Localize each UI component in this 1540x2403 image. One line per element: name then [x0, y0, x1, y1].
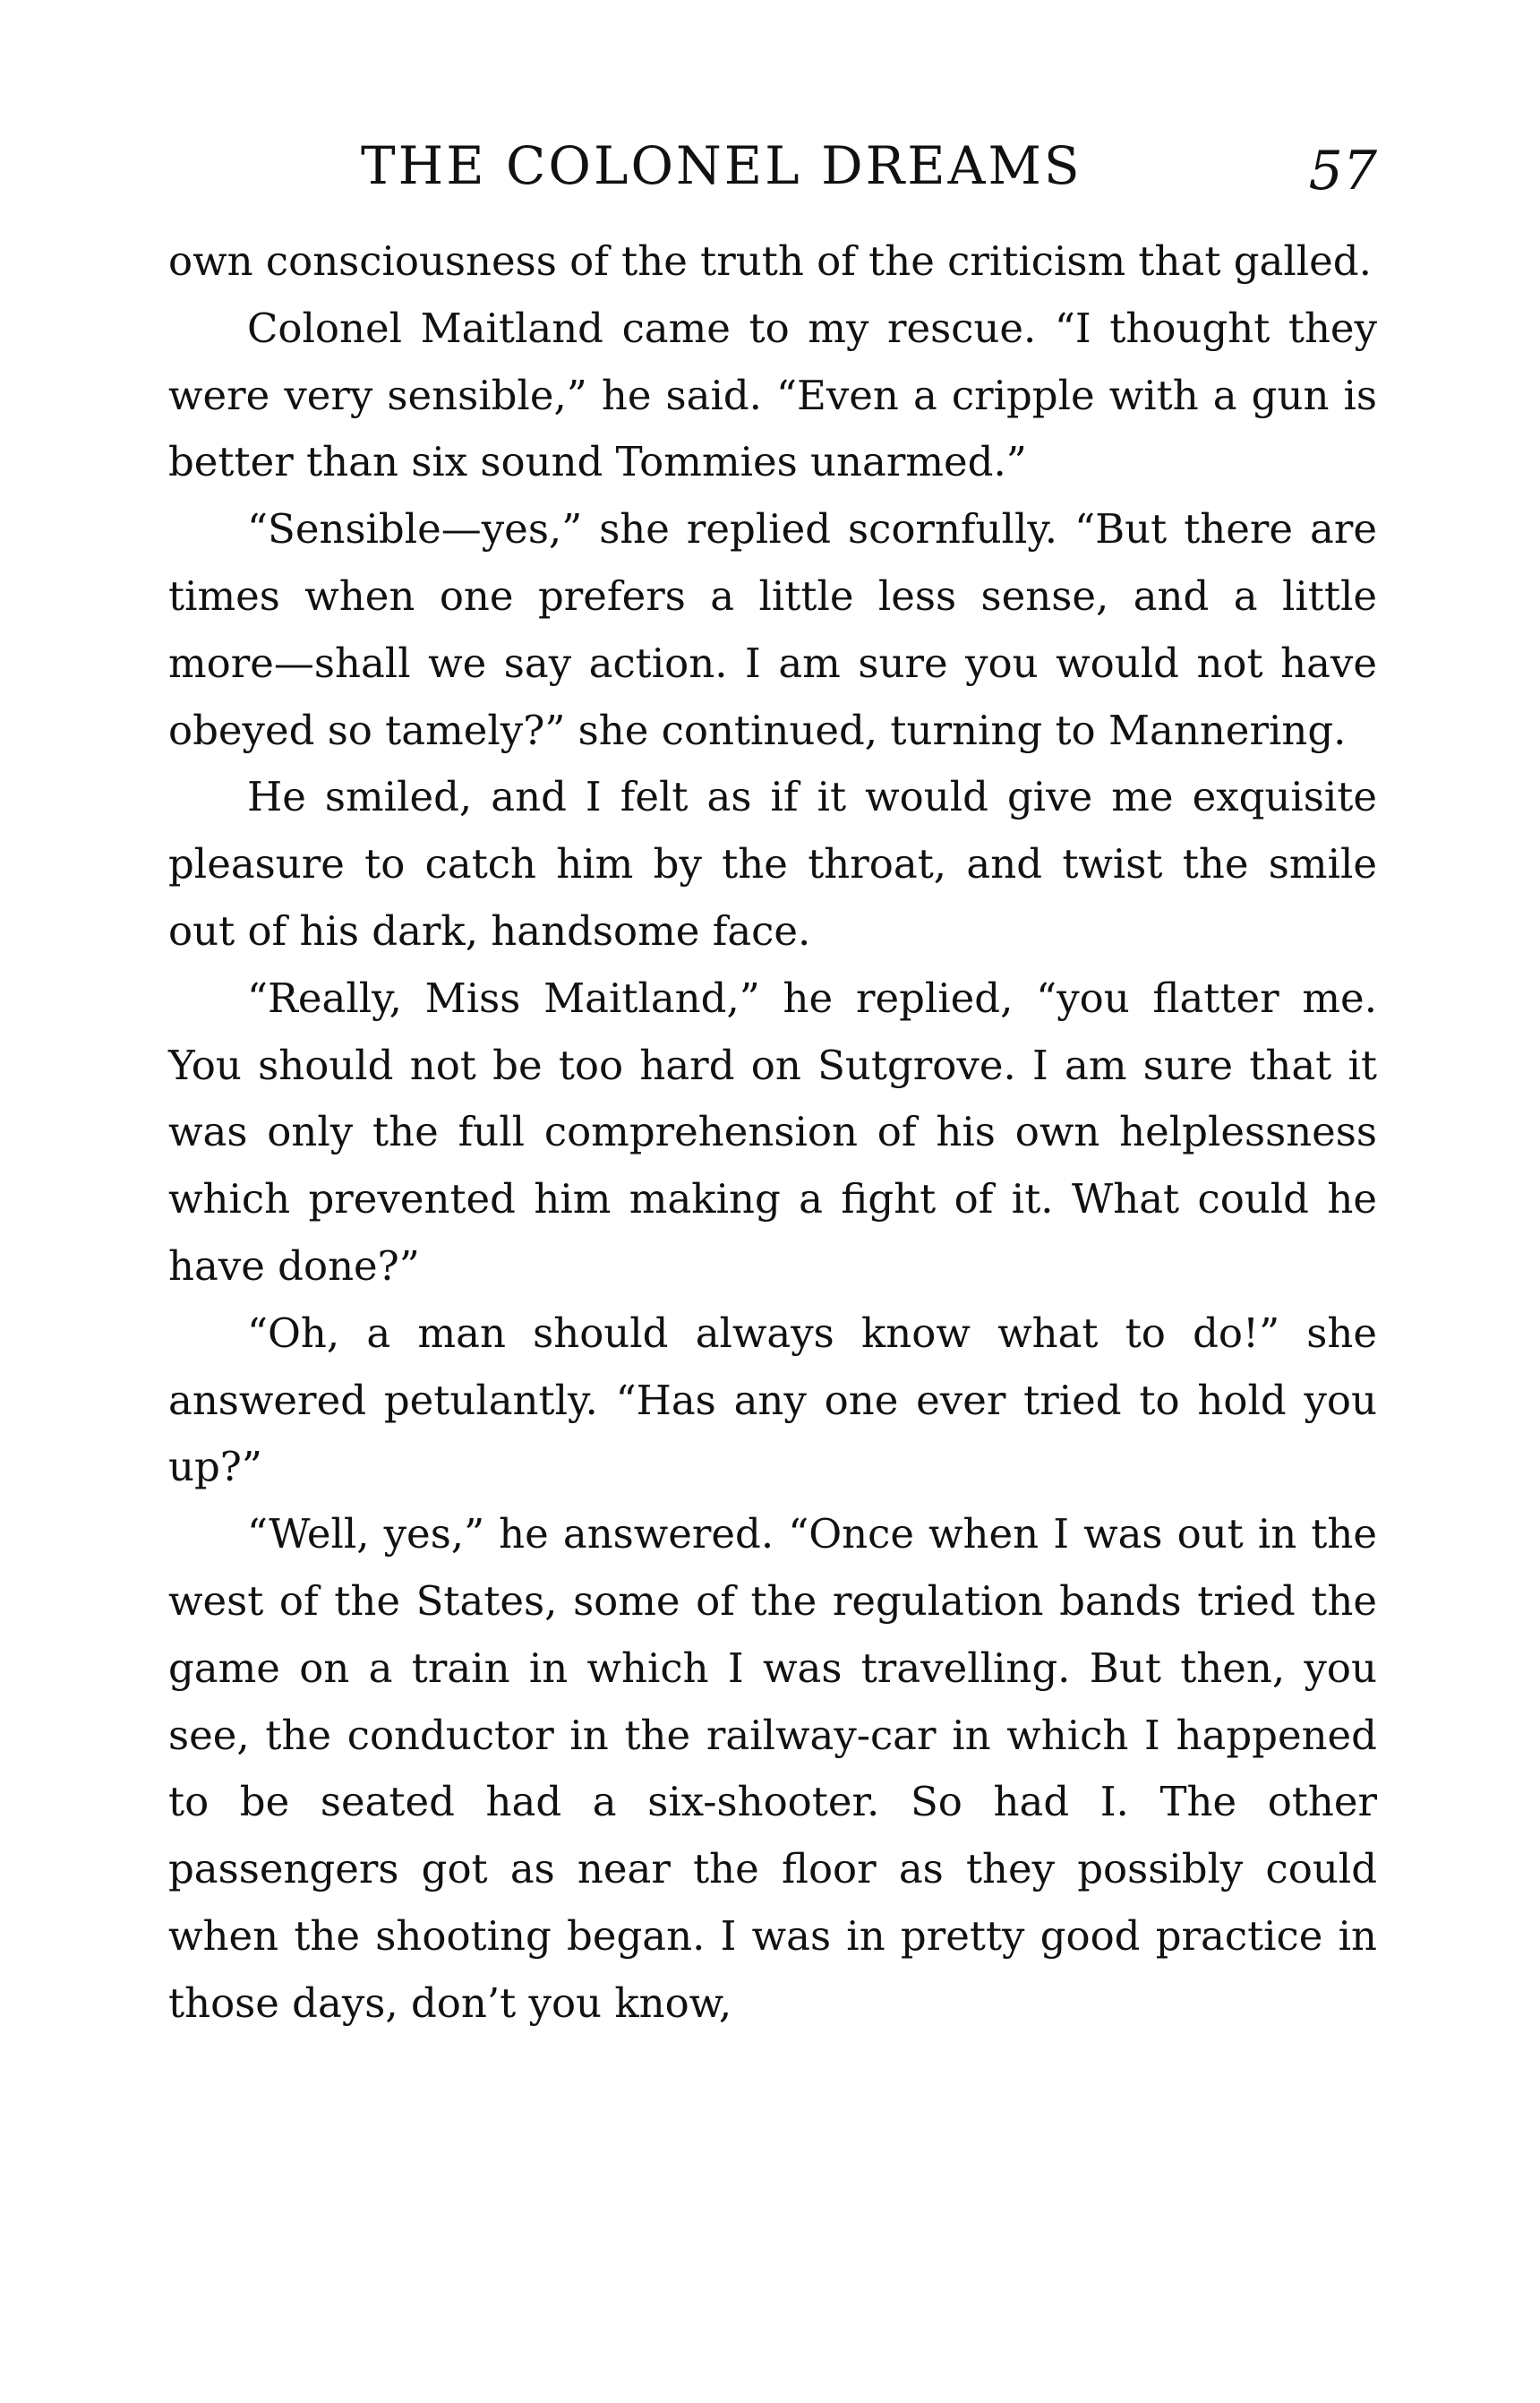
paragraph: “Sensible—yes,” she replied scornfully. “But there are times when one prefers a little less sense, and a little more—shall we say action. I am sure you would not have obeyed so tamely?” she continued, turning to Mannering.	[168, 505, 1377, 754]
paragraph: “Really, Miss Maitland,” he replied, “you flatter me. You should not be too hard on Sutgrove. I am sure that it was only the full comprehension of his own helplessness which prevented him making a fight of it. What could he have done?”	[168, 974, 1377, 1290]
paragraph: He smiled, and I felt as if it would give me exquisite pleasure to catch him by the throat, and twist the smile out of his dark, handsome face.	[168, 773, 1377, 955]
page-number: 57	[1308, 140, 1377, 202]
page-header	[168, 125, 1377, 206]
paragraph: “Well, yes,” he answered. “Once when I was out in the west of the States, some of the regulation bands tried the game on a train in which I was travelling. But then, you see, the conductor in the railway-car in which I happened to be seated had a six-shooter. So had I. The other passengers got as near the floor as they possibly could when the shooting began. I was in pretty good practice in those days, don’t you know,	[168, 1510, 1377, 2027]
paragraph: Colonel Maitland came to my rescue. “I thought they were very sensible,” he said. “Even a cripple with a gun is better than six sound Tommies unarmed.”	[168, 304, 1377, 486]
paragraph: own consciousness of the truth of the criticism that galled.	[168, 237, 1372, 285]
body-text	[168, 228, 1377, 2038]
running-head: THE COLONEL DREAMS	[361, 135, 1082, 196]
paragraph: “Oh, a man should always know what to do!” she answered petulantly. “Has any one ever tried to hold you up?”	[168, 1309, 1377, 1491]
